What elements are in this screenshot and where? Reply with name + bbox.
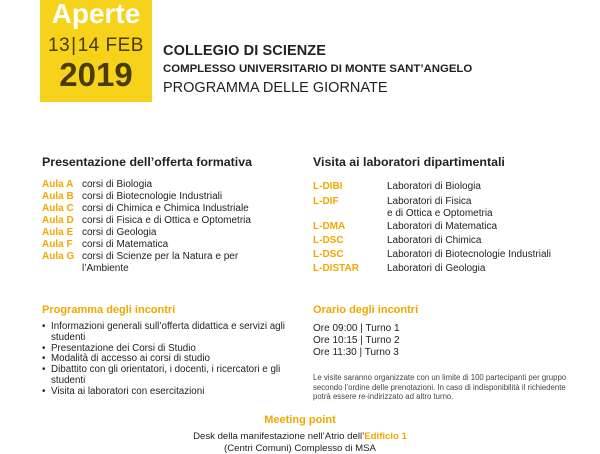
- orario-turno: Turno 2: [365, 335, 400, 346]
- aula-description: corsi di Matematica: [82, 239, 169, 250]
- list-item: • Visita ai laboratori con esercitazioni: [42, 387, 312, 398]
- programma-heading: PROGRAMMA DELLE GIORNATE: [163, 80, 388, 96]
- month: FEB: [105, 35, 144, 56]
- orario-row: Ore 11:30 | Turno 3: [313, 347, 399, 358]
- offerta-title: Presentazione dell’offerta formativa: [42, 155, 253, 169]
- orario-note: Le visite saranno organizzate con un limite di 100 partecipanti per gruppo secondo l’ordine delle prenotazioni. In caso di indisponibilità il richiedente potrà essere re-indirizzato ad altro turno.: [313, 373, 567, 402]
- offerta-item: [42, 191, 312, 203]
- meeting-point-line-2: (Centri Comuni) Complesso di MSA: [224, 443, 376, 454]
- aula-description-cont: l’Ambiente: [82, 262, 129, 274]
- aula-code: Aula D: [42, 215, 74, 226]
- lab-description: Laboratori di Biologia: [387, 181, 481, 192]
- list-item: • Informazioni generali sull’offerta didattica e servizi agli studenti: [42, 322, 312, 344]
- lab-code: L-DSC: [313, 249, 344, 260]
- laboratorio-item: [313, 221, 583, 233]
- meeting-point-building: Edificio 1: [364, 431, 407, 442]
- meeting-point-text: Desk della manifestazione nell’Atrio dell’: [193, 431, 365, 442]
- day-1: 13: [48, 35, 71, 56]
- aula-description: corsi di Biologia: [82, 179, 153, 190]
- lab-code: L-DMA: [313, 221, 346, 232]
- aula-code: Aula E: [42, 227, 74, 238]
- aperte-label: Aperte: [51, 0, 141, 29]
- programma-title: Programma degli incontri: [42, 304, 176, 316]
- list-item: • Dibattito con gli orientatori, i docenti, i ricercatori e gli studenti: [42, 365, 312, 387]
- orario-turno: Turno 3: [364, 347, 399, 358]
- laboratorio-item: [313, 181, 583, 193]
- lab-code: L-DIBI: [313, 181, 343, 192]
- offerta-item: [42, 179, 312, 191]
- aula-code: Aula G: [42, 251, 75, 262]
- aula-description: corsi di Biotecnologie Industriali: [82, 191, 223, 202]
- orario-time: Ore 11:30: [313, 347, 357, 358]
- laboratorio-item: [313, 235, 583, 247]
- aula-description: corsi di Scienze per la Natura e per: [82, 251, 239, 262]
- aula-code: Aula F: [42, 239, 73, 250]
- orario-time: Ore 09:00: [313, 323, 358, 334]
- list-item: • Modalità di accesso ai corsi di studio: [42, 354, 312, 365]
- lab-description: Laboratori di Matematica: [387, 221, 498, 232]
- meeting-point-title: Meeting point: [264, 414, 336, 426]
- offerta-item: [42, 227, 312, 239]
- laboratorio-item: [313, 249, 583, 261]
- aula-description: corsi di Fisica e di Ottica e Optometria: [82, 215, 251, 226]
- lab-description: Laboratori di Fisica: [387, 196, 472, 207]
- orario-row: Ore 09:00 | Turno 1: [313, 323, 400, 334]
- lab-description: Laboratori di Geologia: [387, 263, 486, 274]
- lab-description-cont: e di Ottica e Optometria: [387, 207, 493, 219]
- lab-description: Laboratori di Chimica: [387, 235, 482, 246]
- orario-turno: Turno 1: [365, 323, 400, 334]
- lab-code: L-DISTAR: [313, 263, 359, 274]
- aula-description: corsi di Chimica e Chimica Industriale: [82, 203, 249, 214]
- page-subtitle: COMPLESSO UNIVERSITARIO DI MONTE SANT’ANGELO: [163, 63, 473, 75]
- year: 2019: [59, 56, 133, 93]
- lab-description: Laboratori di Biotecnologie Industriali: [387, 249, 551, 260]
- offerta-item: [42, 215, 312, 227]
- list-item: • Presentazione dei Corsi di Studio: [42, 344, 312, 355]
- event-dates: [40, 35, 152, 57]
- lab-code: L-DSC: [313, 235, 344, 246]
- meeting-point-line-1: [0, 431, 600, 442]
- programma-list: [42, 322, 312, 398]
- page-title: COLLEGIO DI SCIENZE: [163, 43, 327, 59]
- aula-description: corsi di Geologia: [82, 227, 157, 238]
- offerta-item: [42, 239, 312, 251]
- aula-code: Aula C: [42, 203, 74, 214]
- orario-row: Ore 10:15 | Turno 2: [313, 335, 400, 346]
- orario-title: Orario degli incontri: [313, 304, 419, 316]
- lab-code: L-DIF: [313, 196, 339, 207]
- aula-code: Aula A: [42, 179, 74, 190]
- date-separator: |: [71, 35, 77, 56]
- offerta-item: [42, 251, 312, 275]
- aula-code: Aula B: [42, 191, 74, 202]
- laboratorio-item: [313, 196, 583, 220]
- orario-time: Ore 10:15: [313, 335, 358, 346]
- offerta-item: [42, 203, 312, 215]
- laboratori-title: Visita ai laboratori dipartimentali: [313, 155, 505, 169]
- day-2: 14: [77, 35, 100, 56]
- laboratorio-item: [313, 263, 583, 275]
